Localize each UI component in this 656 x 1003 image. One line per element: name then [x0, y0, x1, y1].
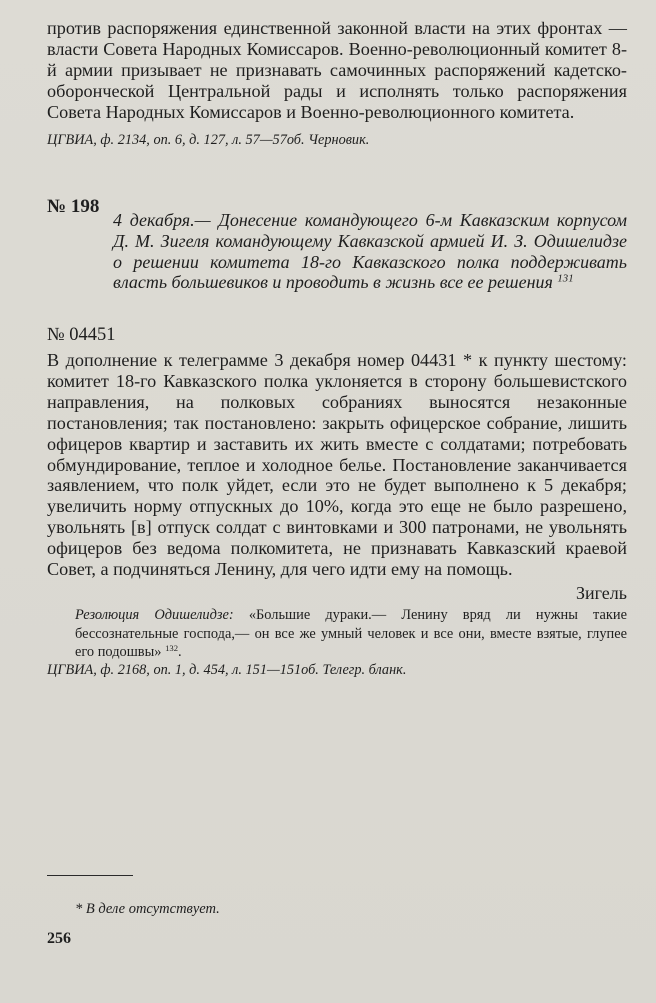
footnote-ref-131: 131 — [557, 272, 574, 285]
resolution — [75, 606, 627, 662]
resolution-end: . — [178, 644, 182, 660]
resolution-label: Резолюция Одишелидзе: — [75, 607, 234, 623]
telegram-body — [47, 350, 627, 580]
footnote-divider — [47, 875, 133, 876]
footnote: * В деле отсутствует. — [75, 901, 220, 917]
telegram-text-start: В дополнение к телеграмме 3 декабря номер 04431 — [47, 350, 457, 370]
document-description — [113, 210, 627, 293]
archive-reference-2: ЦГВИА, ф. 2168, оп. 1, д. 454, л. 151—151об. Телегр. бланк. — [47, 662, 407, 678]
resolution-text: «Большие дураки.— Ленину вряд ли нужны такие бессознательные господа,— он все же умный человек и все они, вместе взятые, глупее его подошвы» — [75, 607, 627, 660]
telegram-text-rest: к пункту шестому: комитет 18-го Кавказского полка уклоняется в сторону большевистского направления, на полковых собраниях выносятся незаконные постановления; так постановлено: закрыть офицерское собрание, лишить офицеров квартир и заставить их жить вместе с солдатами; потребовать обмундирование, теплое и холодное белье. Постановление заканчивается заявлением, что полк уйдет, если это не будет выполнено к 5 декабря; увеличить норму отпускных до 10%, когда это еще не было разрешено, увольнять [в] отпуск солдат с винтовками и 300 патронами, не увольнять офицеров без ведома полкомитета, не признавать Кавказский краевой Совет, а подчиняться Ленину, для чего идти ему на помощь. — [47, 350, 627, 580]
telegram-number: № 04451 — [47, 325, 116, 345]
signature: Зигель — [576, 583, 627, 603]
document-description-text: 4 декабря.— Донесение командующего 6-м Кавказским корпусом Д. М. Зигеля командующему Кавказской армией И. З. Одишелидзе о решении комитета 18-го Кавказского полка поддерживать власть большевиков и проводить в жизнь все ее решения — [113, 210, 627, 293]
footnote-ref-132: 132 — [165, 642, 179, 653]
archive-reference-1: ЦГВИА, ф. 2134, оп. 6, д. 127, л. 57—57об. Черновик. — [47, 131, 370, 148]
continuation-section — [47, 18, 627, 149]
telegram-star: * — [462, 350, 473, 370]
continuation-paragraph: против распоряжения единственной законной власти на этих фронтах — власти Совета Народных Комиссаров. Военно-революционный комитет 8-й армии призывает не признавать самочинных распоряжений кадетско-оборончеcкой Центральной рады и исполнять только распоряжения Совета Народных Комиссаров и Военно-революционного комитета. — [47, 18, 627, 122]
document-number: № 198 — [47, 196, 100, 217]
page-number: 256 — [47, 930, 71, 947]
